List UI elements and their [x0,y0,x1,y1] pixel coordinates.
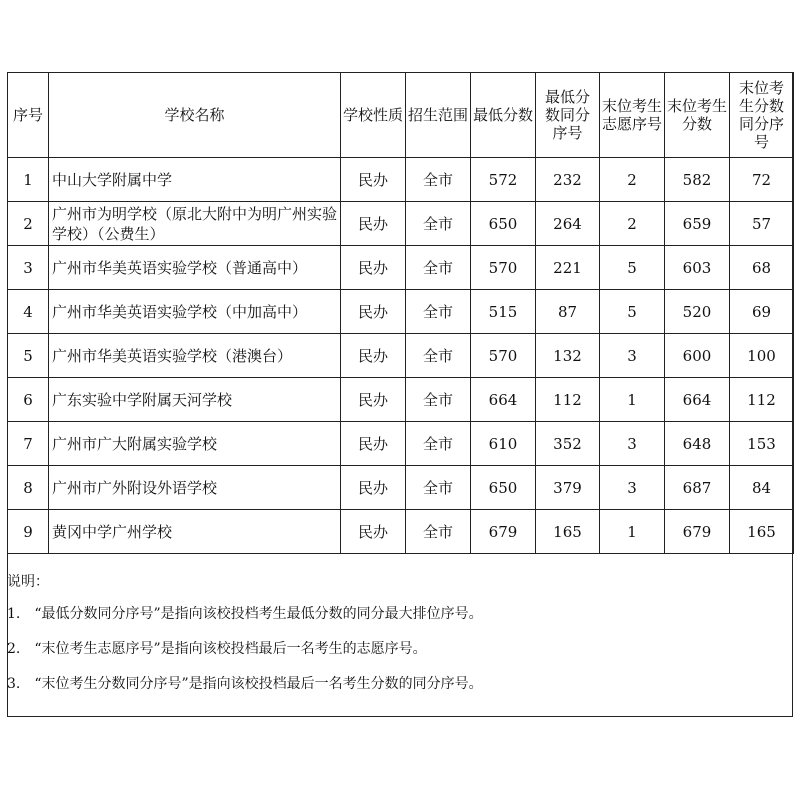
cell-last-wish: 3 [600,334,665,378]
cell-last-score: 582 [665,158,730,202]
note-line-3: 3. “末位考生分数同分序号”是指向该校投档最后一名考生分数的同分序号。 [7,676,483,692]
cell-last-wish: 3 [600,466,665,510]
header-last-same-rank: 末位考生分数同分序号 [730,73,794,158]
cell-seq: 5 [8,334,49,378]
cell-min-same-rank: 87 [536,290,600,334]
cell-min-same-rank: 264 [536,202,600,246]
cell-school-name: 中山大学附属中学 [49,158,341,202]
notes-section [7,572,793,709]
cell-last-same-rank: 69 [730,290,794,334]
cell-seq: 1 [8,158,49,202]
cell-last-wish: 1 [600,510,665,554]
cell-scope: 全市 [406,378,471,422]
cell-seq: 7 [8,422,49,466]
cell-nature: 民办 [341,422,406,466]
cell-last-score: 659 [665,202,730,246]
cell-last-wish: 1 [600,378,665,422]
cell-last-score: 664 [665,378,730,422]
cell-last-wish: 3 [600,422,665,466]
cell-last-wish: 2 [600,158,665,202]
cell-min-same-rank: 379 [536,466,600,510]
cell-seq: 4 [8,290,49,334]
table-row [8,378,794,422]
cell-last-same-rank: 57 [730,202,794,246]
cell-scope: 全市 [406,334,471,378]
cell-scope: 全市 [406,158,471,202]
table-row [8,466,794,510]
cell-school-name: 广州市为明学校（原北大附中为明广州实验学校）（公费生） [49,202,341,246]
cell-scope: 全市 [406,422,471,466]
notes-title: 说明： [7,574,49,590]
cell-scope: 全市 [406,202,471,246]
cell-school-name: 黄冈中学广州学校 [49,510,341,554]
admission-table [7,72,794,554]
cell-seq: 9 [8,510,49,554]
cell-school-name: 广州市华美英语实验学校（普通高中） [49,246,341,290]
cell-last-same-rank: 68 [730,246,794,290]
cell-scope: 全市 [406,246,471,290]
table-row [8,422,794,466]
cell-min-score: 570 [471,246,536,290]
header-scope: 招生范围 [406,73,471,158]
cell-nature: 民办 [341,158,406,202]
cell-scope: 全市 [406,290,471,334]
header-min-score: 最低分数 [471,73,536,158]
table-row [8,158,794,202]
cell-nature: 民办 [341,378,406,422]
cell-last-score: 687 [665,466,730,510]
cell-school-name: 广州市华美英语实验学校（中加高中） [49,290,341,334]
table-row [8,202,794,246]
cell-nature: 民办 [341,290,406,334]
cell-nature: 民办 [341,246,406,290]
cell-min-score: 515 [471,290,536,334]
cell-last-score: 648 [665,422,730,466]
cell-nature: 民办 [341,334,406,378]
cell-min-score: 572 [471,158,536,202]
cell-scope: 全市 [406,510,471,554]
cell-seq: 6 [8,378,49,422]
cell-nature: 民办 [341,510,406,554]
cell-last-same-rank: 165 [730,510,794,554]
cell-last-same-rank: 112 [730,378,794,422]
cell-last-wish: 5 [600,290,665,334]
cell-school-name: 广州市华美英语实验学校（港澳台） [49,334,341,378]
cell-min-score: 664 [471,378,536,422]
cell-min-score: 679 [471,510,536,554]
cell-last-wish: 5 [600,246,665,290]
header-row [8,73,794,158]
cell-seq: 2 [8,202,49,246]
cell-min-score: 570 [471,334,536,378]
note-line-1: 1. “最低分数同分序号”是指向该校投档考生最低分数的同分最大排位序号。 [7,606,483,622]
cell-last-same-rank: 153 [730,422,794,466]
cell-nature: 民办 [341,202,406,246]
cell-min-same-rank: 221 [536,246,600,290]
cell-min-score: 650 [471,466,536,510]
header-last-score: 末位考生分数 [665,73,730,158]
header-school-name: 学校名称 [49,73,341,158]
table-row [8,510,794,554]
cell-last-score: 679 [665,510,730,554]
header-seq: 序号 [8,73,49,158]
cell-min-score: 650 [471,202,536,246]
cell-last-same-rank: 100 [730,334,794,378]
header-nature: 学校性质 [341,73,406,158]
cell-min-same-rank: 132 [536,334,600,378]
cell-last-score: 520 [665,290,730,334]
cell-last-score: 600 [665,334,730,378]
cell-min-same-rank: 165 [536,510,600,554]
table-row [8,246,794,290]
cell-seq: 3 [8,246,49,290]
cell-last-score: 603 [665,246,730,290]
cell-school-name: 广州市广外附设外语学校 [49,466,341,510]
cell-nature: 民办 [341,466,406,510]
header-last-wish: 末位考生志愿序号 [600,73,665,158]
table-row [8,334,794,378]
note-line-2: 2. “末位考生志愿序号”是指向该校投档最后一名考生的志愿序号。 [7,641,427,657]
cell-min-same-rank: 112 [536,378,600,422]
cell-last-wish: 2 [600,202,665,246]
cell-scope: 全市 [406,466,471,510]
header-min-same-rank: 最低分数同分序号 [536,73,600,158]
cell-seq: 8 [8,466,49,510]
cell-last-same-rank: 72 [730,158,794,202]
cell-last-same-rank: 84 [730,466,794,510]
cell-min-same-rank: 232 [536,158,600,202]
cell-school-name: 广州市广大附属实验学校 [49,422,341,466]
cell-min-score: 610 [471,422,536,466]
table-row [8,290,794,334]
cell-school-name: 广东实验中学附属天河学校 [49,378,341,422]
cell-min-same-rank: 352 [536,422,600,466]
